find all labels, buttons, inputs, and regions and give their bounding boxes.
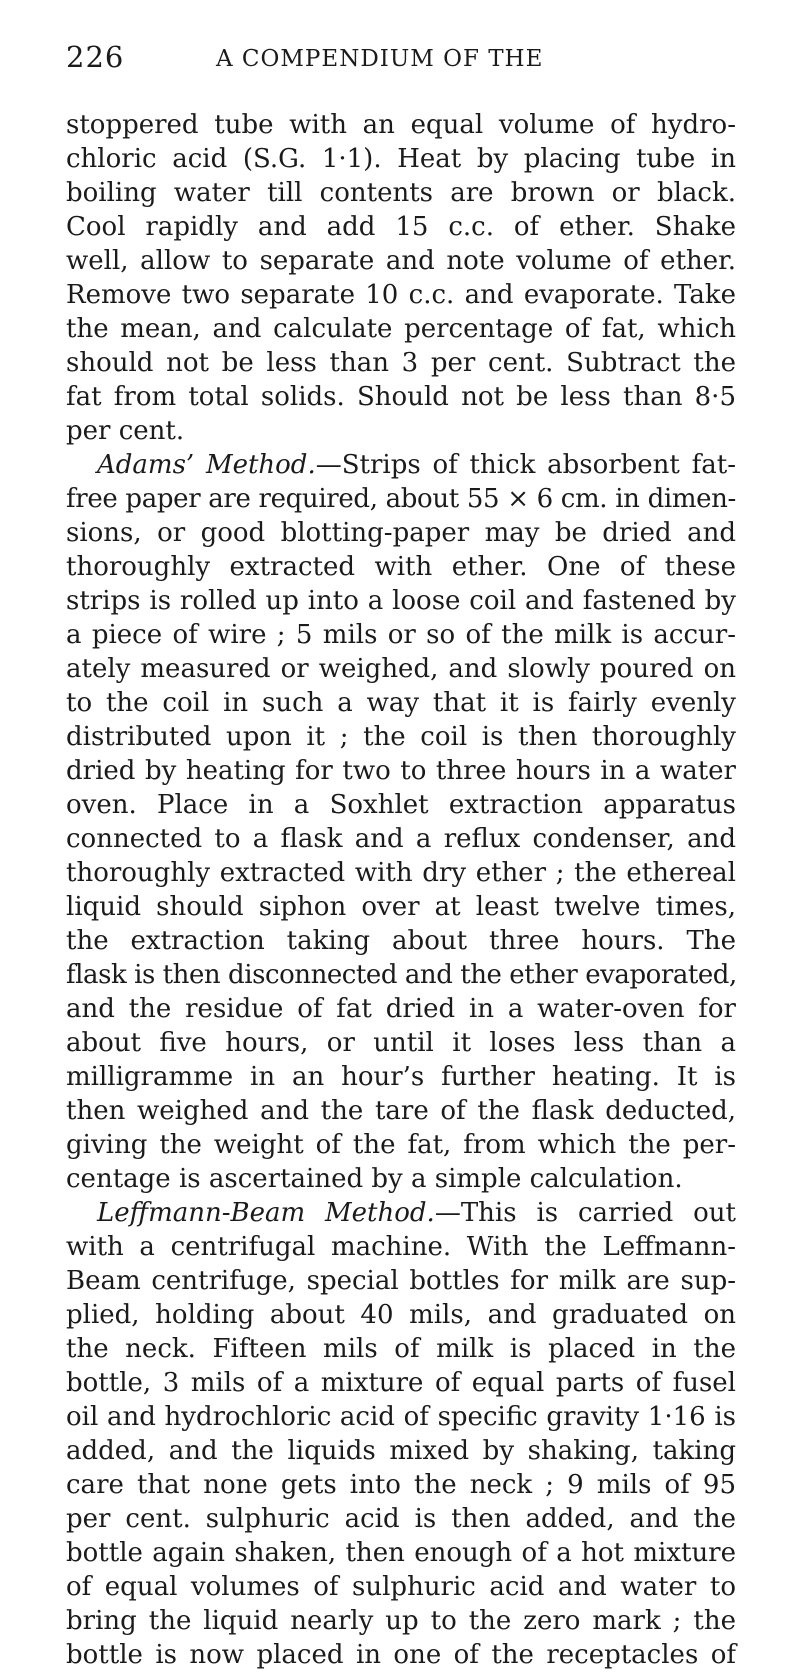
line-text: boiling water till contents are brown or black. — [66, 178, 736, 208]
line-text: —Strips of thick absorbent fat- — [315, 450, 736, 480]
text-line — [66, 278, 736, 312]
text-line — [66, 1060, 736, 1094]
text-line — [66, 1570, 736, 1604]
line-text: Beam centrifuge, special bottles for milk are sup- — [66, 1266, 736, 1296]
line-text: a piece of wire ; 5 mils or so of the milk is accur- — [66, 620, 736, 650]
line-text: Cool rapidly and add 15 c.c. of ether. Shake — [66, 212, 736, 242]
text-line — [66, 1230, 736, 1264]
line-text: giving the weight of the fat, from which the per- — [66, 1130, 736, 1160]
line-text: chloric acid (S.G. 1·1). Heat by placing tube in — [66, 144, 736, 174]
text-line — [66, 788, 736, 822]
line-text: should not be less than 3 per cent. Subtract the — [66, 348, 736, 378]
line-text: liquid should siphon over at least twelve times, — [66, 892, 736, 922]
text-line — [66, 346, 736, 380]
text-line — [66, 210, 736, 244]
text-line — [66, 1094, 736, 1128]
line-text: bottle is now placed in one of the receptacles of — [66, 1640, 736, 1670]
text-line — [66, 822, 736, 856]
line-text: with a centrifugal machine. With the Leffmann- — [66, 1232, 736, 1262]
text-line — [66, 1162, 736, 1196]
text-line — [66, 584, 736, 618]
text-line — [66, 482, 736, 516]
text-line — [66, 754, 736, 788]
text-line — [66, 1400, 736, 1434]
line-text: the neck. Fifteen mils of milk is placed in the — [66, 1334, 736, 1364]
text-line — [66, 1264, 736, 1298]
line-text: bottle again shaken, then enough of a hot mixture — [66, 1538, 736, 1568]
text-line — [66, 856, 736, 890]
line-text: sions, or good blotting-paper may be dried and — [66, 518, 736, 548]
text-line — [66, 686, 736, 720]
text-line — [66, 720, 736, 754]
line-text: strips is rolled up into a loose coil and fastened by — [66, 586, 736, 616]
line-text: bring the liquid nearly up to the zero mark ; the — [66, 1606, 736, 1636]
line-text: the mean, and calculate percentage of fat, which — [66, 314, 736, 344]
line-text: free paper are required, about 55 × 6 cm. in dimen- — [66, 484, 736, 514]
text-line — [66, 380, 736, 414]
text-line — [66, 516, 736, 550]
line-text: Remove two separate 10 c.c. and evaporate. Take — [66, 280, 736, 310]
line-text: stoppered tube with an equal volume of hydro- — [66, 110, 736, 140]
text-line — [66, 924, 736, 958]
text-line — [66, 1638, 736, 1672]
text-line — [66, 652, 736, 686]
line-text: well, allow to separate and note volume of ether. — [66, 246, 736, 276]
line-text: about five hours, or until it loses less than a — [66, 1028, 736, 1058]
line-text: then weighed and the tare of the flask deducted, — [66, 1096, 736, 1126]
line-text: dried by heating for two to three hours in a water — [66, 756, 736, 786]
line-text: added, and the liquids mixed by shaking, taking — [66, 1436, 736, 1466]
text-line — [66, 550, 736, 584]
text-line — [66, 176, 736, 210]
text-line — [66, 992, 736, 1026]
text-line — [66, 1468, 736, 1502]
text-line — [66, 414, 736, 448]
line-text: bottle, 3 mils of a mixture of equal parts of fusel — [66, 1368, 736, 1398]
text-line — [66, 142, 736, 176]
text-line — [66, 1366, 736, 1400]
line-text: and the residue of fat dried in a water-oven for — [66, 994, 736, 1024]
method-heading: Adams’ Method. — [97, 450, 316, 480]
text-line — [66, 1196, 736, 1230]
text-line — [66, 244, 736, 278]
text-line — [66, 312, 736, 346]
line-text: connected to a flask and a reflux condenser, and — [66, 824, 736, 854]
running-head: A COMPENDIUM OF THE — [216, 46, 544, 72]
line-text: oil and hydrochloric acid of specific gravity 1·16 is — [66, 1402, 736, 1432]
line-text: to the coil in such a way that it is fairly evenly — [66, 688, 736, 718]
line-text: of equal volumes of sulphuric acid and water to — [66, 1572, 736, 1602]
text-line — [66, 1128, 736, 1162]
text-line — [66, 1502, 736, 1536]
line-text: care that none gets into the neck ; 9 mils of 95 — [66, 1470, 736, 1500]
line-text: plied, holding about 40 mils, and graduated on — [66, 1300, 736, 1330]
text-line — [66, 1026, 736, 1060]
text-line — [66, 618, 736, 652]
text-line — [66, 1332, 736, 1366]
line-text: —This is carried out — [434, 1198, 736, 1228]
line-text: thoroughly extracted with dry ether ; the ethereal — [66, 858, 736, 888]
text-line — [66, 1604, 736, 1638]
text-line — [66, 890, 736, 924]
page-number: 226 — [66, 40, 125, 74]
text-line — [66, 958, 736, 992]
line-text: distributed upon it ; the coil is then thoroughly — [66, 722, 736, 752]
line-text: flask is then disconnected and the ether evaporated, — [66, 960, 737, 990]
method-heading: Leffmann-Beam Method. — [97, 1198, 435, 1228]
line-text: oven. Place in a Soxhlet extraction apparatus — [66, 790, 736, 820]
line-text: ately measured or weighed, and slowly poured on — [66, 654, 736, 684]
line-text: fat from total solids. Should not be less than 8·5 — [66, 382, 736, 412]
text-line — [66, 1536, 736, 1570]
text-line — [66, 1298, 736, 1332]
line-text: milligramme in an hour’s further heating. It is — [66, 1062, 736, 1092]
line-text: per cent. sulphuric acid is then added, and the — [66, 1504, 736, 1534]
line-text: centage is ascertained by a simple calculation. — [66, 1164, 683, 1194]
line-text: per cent. — [66, 416, 185, 446]
line-text: the extraction taking about three hours. The — [66, 926, 736, 956]
body-text — [66, 108, 736, 1672]
text-line — [66, 108, 736, 142]
text-line — [66, 1434, 736, 1468]
page-header — [66, 40, 734, 90]
text-line — [66, 448, 736, 482]
line-text: thoroughly extracted with ether. One of these — [66, 552, 736, 582]
